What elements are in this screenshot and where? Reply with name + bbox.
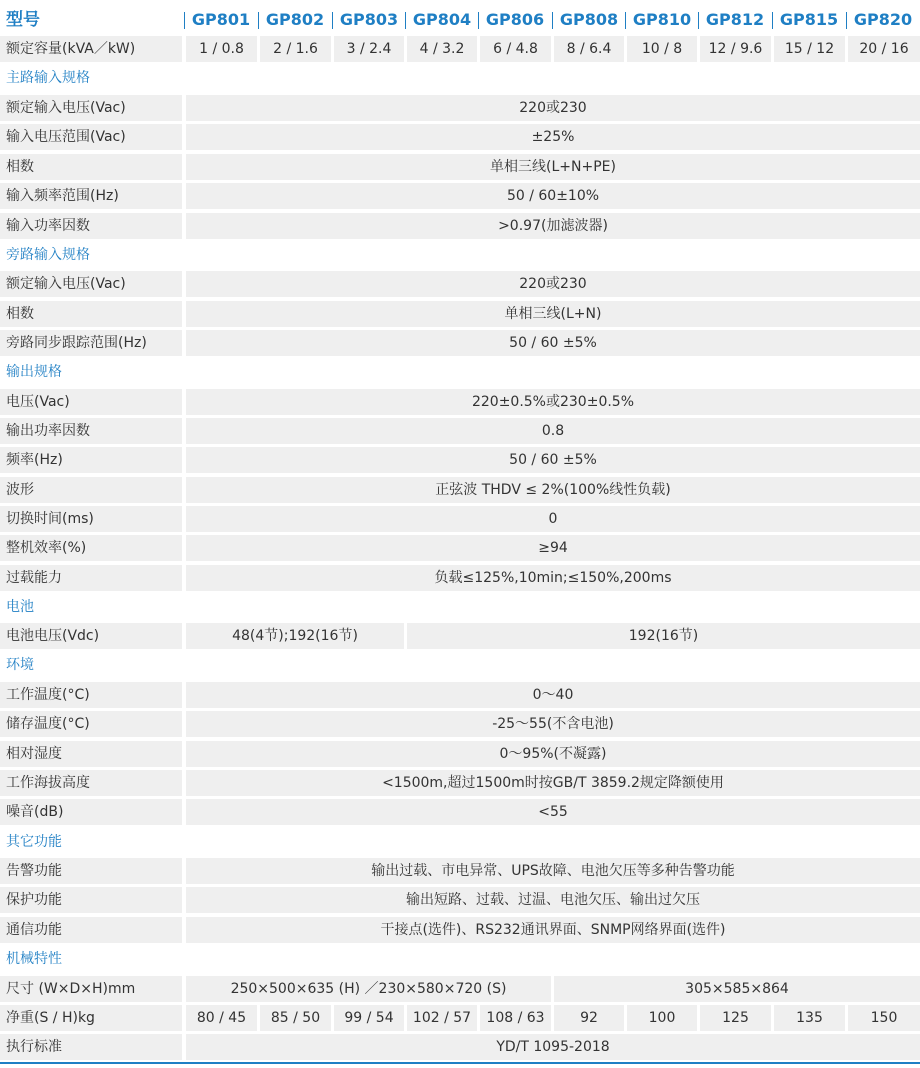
weight-value: 100 — [627, 1005, 697, 1031]
model-gp802: GP802 — [265, 10, 325, 29]
spec-label: 电压(Vac) — [0, 389, 182, 415]
capacity-value: 12 / 9.6 — [700, 36, 771, 62]
section-bypass-input: 旁路输入规格 — [6, 247, 90, 263]
header-separator — [405, 12, 406, 29]
spec-label: 净重(S / H)kg — [0, 1005, 182, 1031]
spec-row — [0, 95, 920, 121]
section-environment: 环境 — [6, 657, 34, 673]
section-mechanical: 机械特性 — [6, 951, 62, 967]
battery-voltage-row — [0, 623, 920, 649]
model-gp810: GP810 — [632, 10, 692, 29]
capacity-value: 20 / 16 — [848, 36, 920, 62]
weight-value: 102 / 57 — [407, 1005, 477, 1031]
section-main-input: 主路输入规格 — [6, 70, 90, 86]
spec-row — [0, 858, 920, 884]
spec-label: 工作温度(°C) — [0, 682, 182, 708]
spec-label: 输入电压范围(Vac) — [0, 124, 182, 150]
standard-row — [0, 1034, 920, 1060]
spec-label: 相数 — [0, 154, 182, 180]
spec-row — [0, 535, 920, 561]
section-other-functions: 其它功能 — [6, 834, 62, 850]
spec-row — [0, 330, 920, 356]
spec-row — [0, 124, 920, 150]
spec-row — [0, 154, 920, 180]
spec-label: 额定输入电压(Vac) — [0, 95, 182, 121]
model-gp808: GP808 — [559, 10, 619, 29]
spec-value: 干接点(选件)、RS232通讯界面、SNMP网络界面(选件) — [186, 917, 920, 943]
battery-voltage-large: 192(16节) — [407, 623, 920, 649]
header-separator — [332, 12, 333, 29]
model-gp803: GP803 — [339, 10, 399, 29]
spec-value: 单相三线(L+N) — [186, 301, 920, 327]
spec-label: 尺寸 (W×D×H)mm — [0, 976, 182, 1002]
spec-value: YD/T 1095-2018 — [186, 1034, 920, 1060]
spec-value: 50 / 60 ±5% — [186, 330, 920, 356]
spec-label: 频率(Hz) — [0, 447, 182, 473]
spec-label: 储存温度(°C) — [0, 711, 182, 737]
weight-value: 99 / 54 — [334, 1005, 404, 1031]
table-bottom-rule — [0, 1062, 920, 1064]
spec-row — [0, 799, 920, 825]
spec-value: -25～55(不含电池) — [186, 711, 920, 737]
capacity-value: 2 / 1.6 — [260, 36, 331, 62]
weight-value: 92 — [554, 1005, 624, 1031]
spec-label: 输入频率范围(Hz) — [0, 183, 182, 209]
model-gp806: GP806 — [485, 10, 545, 29]
capacity-value: 8 / 6.4 — [554, 36, 624, 62]
spec-row — [0, 682, 920, 708]
capacity-label: 额定容量(kVA／kW) — [0, 36, 182, 62]
spec-value: 输出短路、过载、过温、电池欠压、输出过欠压 — [186, 887, 920, 913]
spec-row — [0, 477, 920, 503]
capacity-value: 1 / 0.8 — [186, 36, 257, 62]
spec-value: 50 / 60 ±5% — [186, 447, 920, 473]
weight-value: 85 / 50 — [260, 1005, 331, 1031]
spec-label: 通信功能 — [0, 917, 182, 943]
spec-value: 0～95%(不凝露) — [186, 741, 920, 767]
size-small-models: 250×500×635 (H) ／230×580×720 (S) — [186, 976, 551, 1002]
header-separator — [698, 12, 699, 29]
spec-label: 电池电压(Vdc) — [0, 623, 182, 649]
weight-value: 150 — [848, 1005, 920, 1031]
spec-value: 220±0.5%或230±0.5% — [186, 389, 920, 415]
weight-value: 108 / 63 — [480, 1005, 551, 1031]
size-row — [0, 976, 920, 1002]
spec-label: 工作海拔高度 — [0, 770, 182, 796]
spec-label: 额定输入电压(Vac) — [0, 271, 182, 297]
section-battery: 电池 — [6, 599, 34, 615]
spec-label: 保护功能 — [0, 887, 182, 913]
spec-value: 0.8 — [186, 418, 920, 444]
header-separator — [184, 12, 185, 29]
spec-value: 0 — [186, 506, 920, 532]
spec-row — [0, 418, 920, 444]
spec-row — [0, 213, 920, 239]
spec-value: ±25% — [186, 124, 920, 150]
spec-label: 告警功能 — [0, 858, 182, 884]
capacity-value: 6 / 4.8 — [480, 36, 551, 62]
spec-row — [0, 887, 920, 913]
spec-value: <1500m,超过1500m时按GB/T 3859.2规定降额使用 — [186, 770, 920, 796]
weight-value: 135 — [774, 1005, 845, 1031]
capacity-row — [0, 36, 920, 62]
spec-row — [0, 447, 920, 473]
spec-row — [0, 565, 920, 591]
weight-row — [0, 1005, 920, 1031]
spec-label: 过载能力 — [0, 565, 182, 591]
spec-value: 正弦波 THDV ≤ 2%(100%线性负载) — [186, 477, 920, 503]
spec-row — [0, 711, 920, 737]
weight-value: 125 — [700, 1005, 771, 1031]
spec-row — [0, 506, 920, 532]
header-separator — [552, 12, 553, 29]
model-header-row — [0, 6, 920, 34]
spec-label: 旁路同步跟踪范围(Hz) — [0, 330, 182, 356]
spec-label: 整机效率(%) — [0, 535, 182, 561]
spec-value: 输出过载、市电异常、UPS故障、电池欠压等多种告警功能 — [186, 858, 920, 884]
capacity-value: 4 / 3.2 — [407, 36, 477, 62]
spec-value: >0.97(加滤波器) — [186, 213, 920, 239]
spec-label: 执行标准 — [0, 1034, 182, 1060]
spec-label: 噪音(dB) — [0, 799, 182, 825]
model-gp820: GP820 — [853, 10, 913, 29]
spec-row — [0, 301, 920, 327]
section-output: 输出规格 — [6, 364, 62, 380]
model-header-title: 型号 — [6, 10, 40, 30]
spec-row — [0, 183, 920, 209]
weight-value: 80 / 45 — [186, 1005, 257, 1031]
model-gp812: GP812 — [705, 10, 765, 29]
spec-value: 50 / 60±10% — [186, 183, 920, 209]
spec-value: 负载≤125%,10min;≤150%,200ms — [186, 565, 920, 591]
model-gp801: GP801 — [191, 10, 251, 29]
spec-label: 相数 — [0, 301, 182, 327]
header-separator — [258, 12, 259, 29]
spec-value: 单相三线(L+N+PE) — [186, 154, 920, 180]
spec-row — [0, 917, 920, 943]
spec-value: ≥94 — [186, 535, 920, 561]
capacity-value: 10 / 8 — [627, 36, 697, 62]
header-separator — [625, 12, 626, 29]
header-separator — [846, 12, 847, 29]
spec-value: 0～40 — [186, 682, 920, 708]
spec-row — [0, 271, 920, 297]
header-separator — [478, 12, 479, 29]
model-gp815: GP815 — [779, 10, 839, 29]
capacity-value: 15 / 12 — [774, 36, 845, 62]
spec-label: 切换时间(ms) — [0, 506, 182, 532]
battery-voltage-small: 48(4节);192(16节) — [186, 623, 404, 649]
spec-value: 220或230 — [186, 95, 920, 121]
spec-label: 输出功率因数 — [0, 418, 182, 444]
spec-value: <55 — [186, 799, 920, 825]
capacity-value: 3 / 2.4 — [334, 36, 404, 62]
spec-row — [0, 389, 920, 415]
size-large-models: 305×585×864 — [554, 976, 920, 1002]
spec-label: 输入功率因数 — [0, 213, 182, 239]
spec-label: 波形 — [0, 477, 182, 503]
model-gp804: GP804 — [412, 10, 472, 29]
spec-row — [0, 770, 920, 796]
header-separator — [772, 12, 773, 29]
spec-label: 相对湿度 — [0, 741, 182, 767]
spec-value: 220或230 — [186, 271, 920, 297]
spec-row — [0, 741, 920, 767]
